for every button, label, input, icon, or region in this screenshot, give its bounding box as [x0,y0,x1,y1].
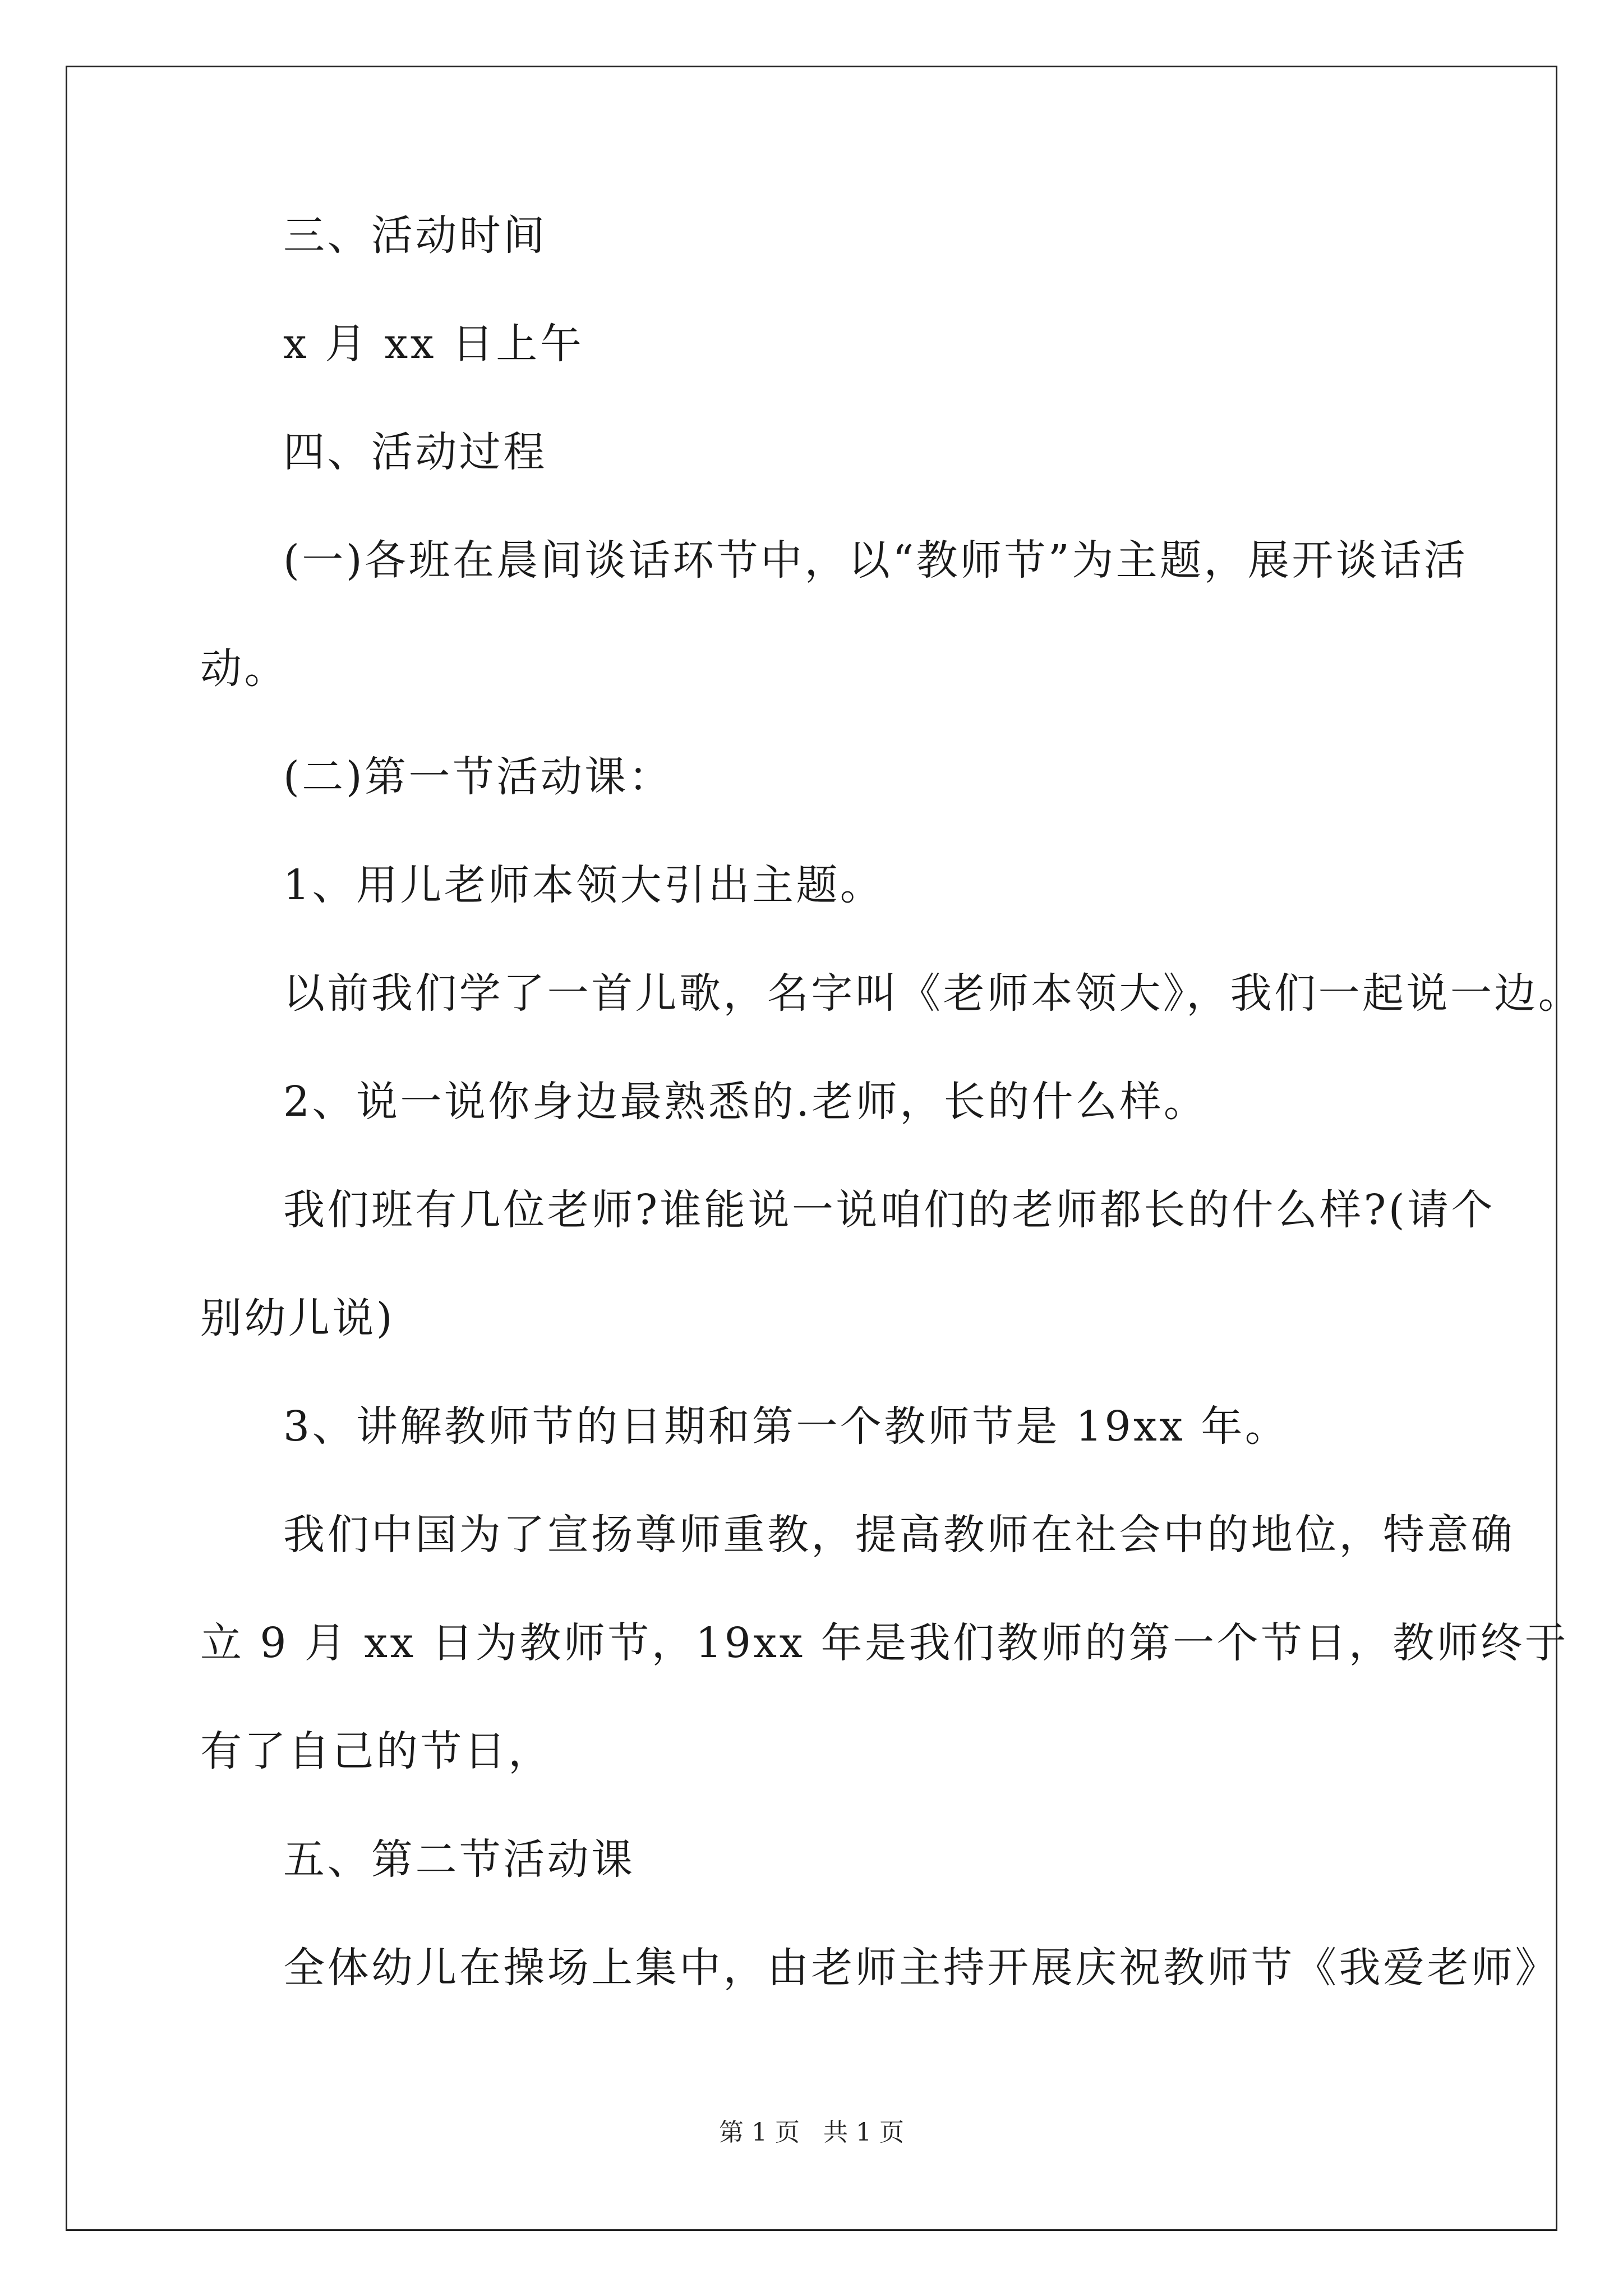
paragraph-line: 1、用儿老师本领大引出主题。 [283,861,884,909]
section-heading-second-class: 五、第二节活动课 [283,1835,635,1884]
paragraph-line: 全体幼儿在操场上集中，由老师主持开展庆祝教师节《我爱老师》 [283,1944,1559,1992]
paragraph-line: 2、说一说你身边最熟悉的.老师，长的什么样。 [283,1078,1208,1126]
section-heading-activity-time: 三、活动时间 [283,211,547,260]
paragraph-line: 别幼儿说) [200,1294,395,1342]
paragraph-line: 有了自己的节日， [200,1727,552,1775]
paragraph-line: x 月 xx 日上午 [283,320,584,368]
paragraph-line: (二)第一节活动课： [283,753,673,801]
paragraph-line: 我们中国为了宣扬尊师重教，提高教师在社会中的地位，特意确 [283,1511,1515,1559]
paragraph-line: 我们班有几位老师?谁能说一说咱们的老师都长的什么样?(请个 [283,1186,1495,1234]
paragraph-line: (一)各班在晨间谈话环节中，以“教师节”为主题，展开谈话活 [283,536,1468,585]
paragraph-line: 动。 [200,645,288,693]
paragraph-line: 立 9 月 xx 日为教师节，19xx 年是我们教师的第一个节日，教师终于 [200,1619,1569,1667]
section-heading-activity-process: 四、活动过程 [283,428,547,476]
paragraph-line: 3、讲解教师节的日期和第一个教师节是 19xx 年。 [283,1402,1289,1451]
paragraph-line: 以前我们学了一首儿歌，名字叫《老师本领大》，我们一起说一边。 [283,969,1583,1018]
page-number-footer: 第 1 页 共 1 页 [719,2118,904,2147]
page-border [66,66,1557,2231]
